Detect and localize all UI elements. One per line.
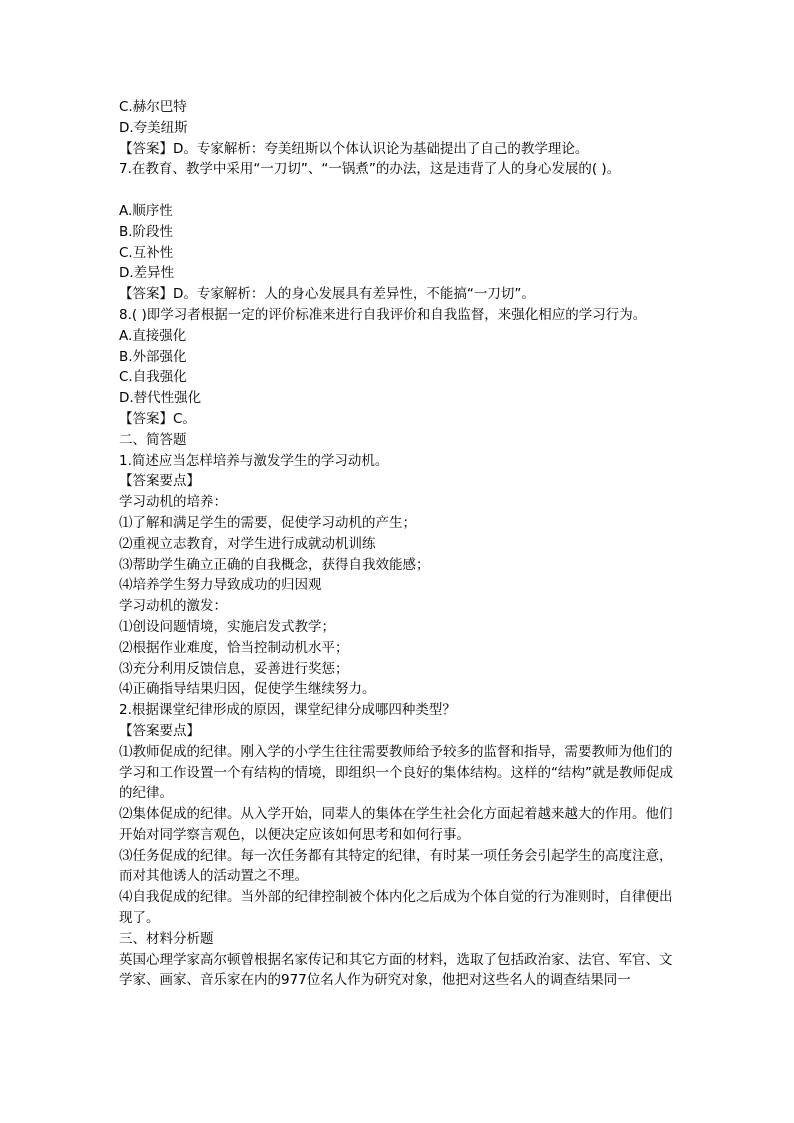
q8-option-b: B.外部强化 <box>119 348 187 365</box>
list-item: ⑶充分利用反馈信息，妥善进行奖惩； <box>119 660 349 677</box>
q6-answer: 【答案】D。专家解析：夸美纽斯以个体认识论为基础提出了自己的教学理论。 <box>119 140 589 157</box>
list-item: ⑵根据作业难度，恰当控制动机水平； <box>119 639 349 656</box>
q7-answer: 【答案】D。专家解析：人的身心发展具有差异性，不能搞“一刀切”。 <box>119 286 535 303</box>
q7-option-a: A.顺序性 <box>119 202 173 219</box>
q7-option-b: B.阶段性 <box>119 223 174 240</box>
list-item: ⑷培养学生努力导致成功的归因观 <box>119 577 322 594</box>
q8-question: 8.( )即学习者根据一定的评价标准来进行自我评价和自我监督，来强化相应的学习行为。 <box>119 306 647 323</box>
list-item: ⑴了解和满足学生的需要，促使学习动机的产生； <box>119 514 416 531</box>
sa-q1-key-label: 【答案要点】 <box>119 473 200 490</box>
blank-line <box>119 180 679 201</box>
list-item: ⑴教师促成的纪律。刚入学的小学生往往需要教师给予较多的监督和指导，需要教师为他们的学习和工作设置一个有结构的情境，即组织一个良好的集体结构。这样的“结构”就是教师促成的纪律。 <box>119 743 673 802</box>
list-item: ⑷正确指导结果归因，促使学生继续努力。 <box>119 681 376 698</box>
list-item: ⑶帮助学生确立正确的自我概念，获得自我效能感； <box>119 556 430 573</box>
q7-question: 7.在教育、教学中采用“一刀切”、“一锅煮”的办法，这是违背了人的身心发展的( )。 <box>119 161 621 178</box>
sa-q1-cultivation-heading: 学习动机的培养： <box>119 494 227 511</box>
list-item: ⑶任务促成的纪律。每一次任务都有其特定的纪律，有时某一项任务会引起学生的高度注意，而对其他诱人的活动置之不理。 <box>119 847 673 885</box>
document-page <box>119 97 679 991</box>
list-item: ⑷自我促成的纪律。当外部的纪律控制被个体内化之后成为个体自觉的行为准则时，自律便出现了。 <box>119 889 673 927</box>
list-item: ⑵重视立志教育，对学生进行成就动机训练 <box>119 535 376 552</box>
q6-option-d: D.夸美纽斯 <box>119 119 188 136</box>
sa-q1-stimulation-heading: 学习动机的激发： <box>119 598 227 615</box>
section-heading-short-answer: 二、简答题 <box>119 431 187 448</box>
list-item: ⑵集体促成的纪律。从入学开始，同辈人的集体在学生社会化方面起着越来越大的作用。他们开始对同学察言观色，以便决定应该如何思考和如何行事。 <box>119 806 673 843</box>
q8-option-a: A.直接强化 <box>119 327 187 344</box>
q8-answer: 【答案】C。 <box>119 410 196 427</box>
section-heading-material-analysis: 三、材料分析题 <box>119 930 214 947</box>
q7-option-d: D.差异性 <box>119 265 175 282</box>
sa-q2-question: 2.根据课堂纪律形成的原因，课堂纪律分成哪四种类型？ <box>119 702 456 719</box>
material-paragraph: 英国心理学家高尔顿曾根据名家传记和其它方面的材料，选取了包括政治家、法官、军官、文学家、画家、音乐家在内的977位名人作为研究对象，他把对这些名人的调查结果同一 <box>119 951 673 989</box>
q8-option-c: C.自我强化 <box>119 369 187 386</box>
list-item: ⑴创设问题情境，实施启发式教学； <box>119 618 335 635</box>
q8-option-d: D.替代性强化 <box>119 390 202 407</box>
sa-q1-question: 1.简述应当怎样培养与激发学生的学习动机。 <box>119 452 389 469</box>
q7-option-c: C.互补性 <box>119 244 174 261</box>
q6-option-c: C.赫尔巴特 <box>119 99 187 115</box>
sa-q2-key-label: 【答案要点】 <box>119 722 200 739</box>
